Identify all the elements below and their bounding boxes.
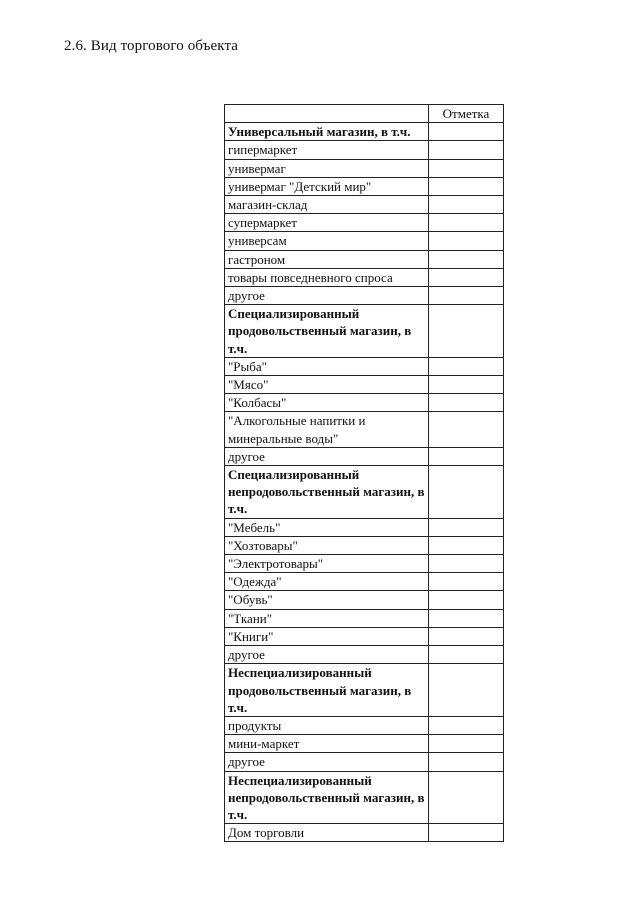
mark-cell[interactable]	[429, 591, 504, 609]
table-row	[225, 735, 504, 753]
section-label-cell: Специализированный непродовольственный магазин, в т.ч.	[225, 466, 429, 519]
row-label-cell: универмаг	[225, 159, 429, 177]
table-row	[225, 646, 504, 664]
table-row	[225, 214, 504, 232]
mark-cell[interactable]	[429, 536, 504, 554]
table-row	[225, 232, 504, 250]
mark-cell[interactable]	[429, 466, 504, 519]
mark-cell[interactable]	[429, 447, 504, 465]
mark-cell[interactable]	[429, 609, 504, 627]
table-row	[225, 376, 504, 394]
section-label-cell: Неспециализированный продовольственный магазин, в т.ч.	[225, 664, 429, 717]
mark-cell[interactable]	[429, 357, 504, 375]
mark-cell[interactable]	[429, 824, 504, 842]
header-mark-cell: Отметка	[429, 105, 504, 123]
table-row	[225, 518, 504, 536]
table-section-row	[225, 305, 504, 358]
mark-cell[interactable]	[429, 141, 504, 159]
row-label-cell: "Колбасы"	[225, 394, 429, 412]
table-row	[225, 555, 504, 573]
row-label-cell: "Рыба"	[225, 357, 429, 375]
table-row	[225, 250, 504, 268]
table-section-row	[225, 123, 504, 141]
mark-cell[interactable]	[429, 394, 504, 412]
mark-cell[interactable]	[429, 250, 504, 268]
row-label-cell: "Одежда"	[225, 573, 429, 591]
mark-cell[interactable]	[429, 716, 504, 734]
row-label-cell: универсам	[225, 232, 429, 250]
mark-cell[interactable]	[429, 305, 504, 358]
table-row	[225, 716, 504, 734]
row-label-cell: продукты	[225, 716, 429, 734]
table-row	[225, 591, 504, 609]
table-row	[225, 627, 504, 645]
row-label-cell: товары повседневного спроса	[225, 268, 429, 286]
table-row	[225, 357, 504, 375]
mark-cell[interactable]	[429, 664, 504, 717]
mark-cell[interactable]	[429, 735, 504, 753]
table-row	[225, 159, 504, 177]
row-label-cell: "Электротовары"	[225, 555, 429, 573]
mark-cell[interactable]	[429, 376, 504, 394]
row-label-cell: другое	[225, 646, 429, 664]
row-label-cell: "Мясо"	[225, 376, 429, 394]
row-label-cell: гипермаркет	[225, 141, 429, 159]
mark-cell[interactable]	[429, 268, 504, 286]
row-label-cell: Дом торговли	[225, 824, 429, 842]
section-heading: 2.6. Вид торгового объекта	[64, 38, 239, 54]
row-label-cell: другое	[225, 447, 429, 465]
table-row	[225, 536, 504, 554]
table-row	[225, 824, 504, 842]
mark-cell[interactable]	[429, 232, 504, 250]
table-row	[225, 196, 504, 214]
table-body	[225, 123, 504, 842]
table-section-row	[225, 771, 504, 824]
table-row	[225, 573, 504, 591]
mark-cell[interactable]	[429, 196, 504, 214]
row-label-cell: гастроном	[225, 250, 429, 268]
table-section-row	[225, 466, 504, 519]
mark-cell[interactable]	[429, 771, 504, 824]
row-label-cell: "Алкогольные напитки и минеральные воды"	[225, 412, 429, 447]
table-row	[225, 609, 504, 627]
section-label-cell: Универсальный магазин, в т.ч.	[225, 123, 429, 141]
table-row	[225, 287, 504, 305]
row-label-cell: "Ткани"	[225, 609, 429, 627]
mark-cell[interactable]	[429, 627, 504, 645]
header-label-cell	[225, 105, 429, 123]
mark-cell[interactable]	[429, 177, 504, 195]
table-row	[225, 177, 504, 195]
table-row	[225, 141, 504, 159]
store-type-table	[224, 104, 504, 842]
mark-cell[interactable]	[429, 159, 504, 177]
section-label-cell: Специализированный продовольственный магазин, в т.ч.	[225, 305, 429, 358]
mark-cell[interactable]	[429, 123, 504, 141]
row-label-cell: "Мебель"	[225, 518, 429, 536]
mark-cell[interactable]	[429, 646, 504, 664]
table-row	[225, 268, 504, 286]
row-label-cell: супермаркет	[225, 214, 429, 232]
mark-cell[interactable]	[429, 753, 504, 771]
mark-cell[interactable]	[429, 573, 504, 591]
table-row	[225, 394, 504, 412]
table-row	[225, 447, 504, 465]
row-label-cell: "Книги"	[225, 627, 429, 645]
row-label-cell: мини-маркет	[225, 735, 429, 753]
mark-cell[interactable]	[429, 518, 504, 536]
table-row	[225, 412, 504, 447]
mark-cell[interactable]	[429, 287, 504, 305]
row-label-cell: универмаг "Детский мир"	[225, 177, 429, 195]
mark-cell[interactable]	[429, 214, 504, 232]
table-header-row	[225, 105, 504, 123]
mark-cell[interactable]	[429, 555, 504, 573]
section-label-cell: Неспециализированный непродовольственный магазин, в т.ч.	[225, 771, 429, 824]
row-label-cell: другое	[225, 753, 429, 771]
row-label-cell: другое	[225, 287, 429, 305]
row-label-cell: магазин-склад	[225, 196, 429, 214]
row-label-cell: "Обувь"	[225, 591, 429, 609]
table-section-row	[225, 664, 504, 717]
row-label-cell: "Хозтовары"	[225, 536, 429, 554]
table-row	[225, 753, 504, 771]
mark-cell[interactable]	[429, 412, 504, 447]
